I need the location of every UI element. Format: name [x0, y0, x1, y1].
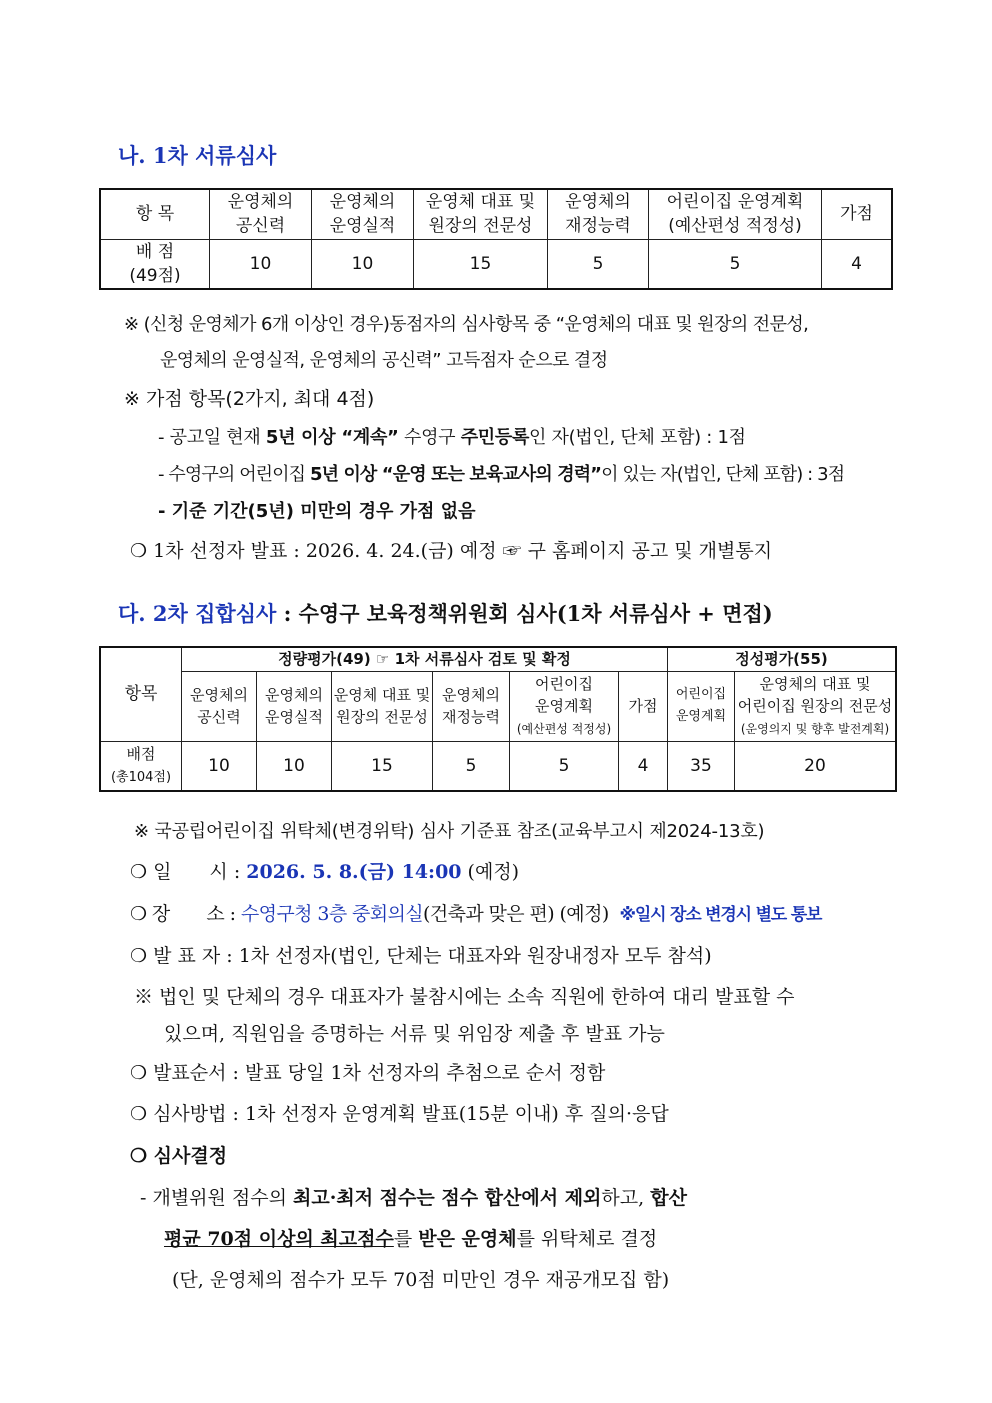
table-header-cell: 운영체의 운영실적: [312, 189, 414, 239]
table-cell: 20: [735, 741, 897, 791]
table-cell: 10: [210, 239, 312, 289]
bonus-item-no-bonus: - 기준 기간(5년) 미만의 경우 가점 없음: [158, 501, 476, 522]
table-header-cell: 어린이집 운영계획: [668, 671, 735, 741]
table-cell: 4: [619, 741, 668, 791]
review-place-line: ❍ 장 소 : 수영구청 3층 중회의실(건축과 맞은 편) (예정) ※일시 장소 변경시 별도 통보: [130, 903, 822, 925]
table-header-cell: 운영체 대표 및 원장의 전문성: [332, 671, 433, 741]
table-header-quantitative: 정량평가(49) ☞ 1차 서류심사 검토 및 확정: [182, 647, 668, 671]
table-header-cell-plan: 어린이집 운영계획 (예산편성 적정성): [510, 671, 619, 741]
table-header-cell: 운영체의 공신력: [210, 189, 312, 239]
first-selection-announcement: ❍ 1차 선정자 발표 : 2026. 4. 24.(금) 예정 ☞ 구 홈페이지 공고 및 개별통지: [130, 540, 773, 562]
tie-break-note-line2: 운영체의 운영실적, 운영체의 공신력” 고득점자 순으로 결정: [160, 350, 608, 371]
table-header-cell: 운영체 대표 및 원장의 전문성: [414, 189, 548, 239]
table-cell: 10: [257, 741, 332, 791]
table-header-cell: 운영체의 재정능력: [548, 189, 649, 239]
table-header-items: 항목: [100, 647, 182, 741]
decision-rule-line1: - 개별위원 점수의 최고·최저 점수는 점수 합산에서 제외하고, 합산: [140, 1187, 687, 1209]
table-cell: 15: [332, 741, 433, 791]
review-date-line: ❍ 일 시 : 2026. 5. 8.(금) 14:00 (예정): [130, 861, 520, 883]
table-header-cell: 운영체의 재정능력: [433, 671, 510, 741]
decision-rule-line2: 평균 70점 이상의 최고점수를 받은 운영체를 위탁체로 결정: [164, 1228, 658, 1250]
proxy-presentation-note-line2: 있으며, 직원임을 증명하는 서류 및 위임장 제출 후 발표 가능: [164, 1023, 665, 1045]
section-heading-second-review: 다. 2차 집합심사 : 수영구 보육정책위원회 심사(1차 서류심사 + 면접): [118, 601, 773, 626]
decision-rule-exception: (단, 운영체의 점수가 모두 70점 미만인 경우 재공개모집 함): [172, 1269, 670, 1291]
table-header-cell: 운영체의 운영실적: [257, 671, 332, 741]
second-review-score-table: [99, 646, 897, 792]
table-cell: 4: [822, 239, 893, 289]
table-header-cell: 운영체의 공신력: [182, 671, 257, 741]
table-header-bonus: 가점: [619, 671, 668, 741]
proxy-presentation-note-line1: ※ 법인 및 단체의 경우 대표자가 불참시에는 소속 직원에 한하여 대리 발표할 수: [134, 986, 795, 1008]
table-cell: 5: [649, 239, 822, 289]
table-cell: 15: [414, 239, 548, 289]
section-heading-first-review: 나. 1차 서류심사: [118, 143, 277, 168]
table-row-header-score: 배 점 (49점): [100, 239, 210, 289]
table-header-items: 항 목: [100, 189, 210, 239]
table-cell: 5: [433, 741, 510, 791]
table-header-qualitative: 정성평가(55): [668, 647, 897, 671]
bonus-item-residence: - 공고일 현재 5년 이상 “계속” 수영구 주민등록인 자(법인, 단체 포함) : 1점: [158, 427, 746, 448]
bonus-note: ※ 가점 항목(2가지, 최대 4점): [124, 388, 375, 410]
review-method-line: ❍ 심사방법 : 1차 선정자 운영계획 발표(15분 이내) 후 질의·응답: [130, 1103, 669, 1125]
tie-break-note-line1: ※ (신청 운영체가 6개 이상인 경우)동점자의 심사항목 중 “운영체의 대표 및 원장의 전문성,: [124, 314, 809, 335]
table-cell: 5: [548, 239, 649, 289]
table-header-bonus: 가점: [822, 189, 893, 239]
presentation-order-line: ❍ 발표순서 : 발표 당일 1차 선정자의 추첨으로 순서 정함: [130, 1062, 606, 1084]
table-row-header-score: 배점 (총104점): [100, 741, 182, 791]
table-header-cell: 어린이집 운영계획 (예산편성 적정성): [649, 189, 822, 239]
review-decision-title: ❍ 심사결정: [130, 1145, 228, 1167]
presenter-line: ❍ 발 표 자 : 1차 선정자(법인, 단체는 대표자와 원장내정자 모두 참석): [130, 945, 712, 967]
table-cell: 5: [510, 741, 619, 791]
bonus-item-experience: - 수영구의 어린이집 5년 이상 “운영 또는 보육교사의 경력”이 있는 자(법인, 단체 포함) : 3점: [158, 464, 845, 485]
first-review-score-table: [99, 188, 893, 290]
table-cell: 35: [668, 741, 735, 791]
table-cell: 10: [312, 239, 414, 289]
criteria-reference-note: ※ 국공립어린이집 위탁체(변경위탁) 심사 기준표 참조(교육부고시 제2024-13호): [134, 821, 765, 842]
table-cell: 10: [182, 741, 257, 791]
table-header-cell: 운영체의 대표 및 어린이집 원장의 전문성 (운영의지 및 향후 발전계획): [735, 671, 897, 741]
